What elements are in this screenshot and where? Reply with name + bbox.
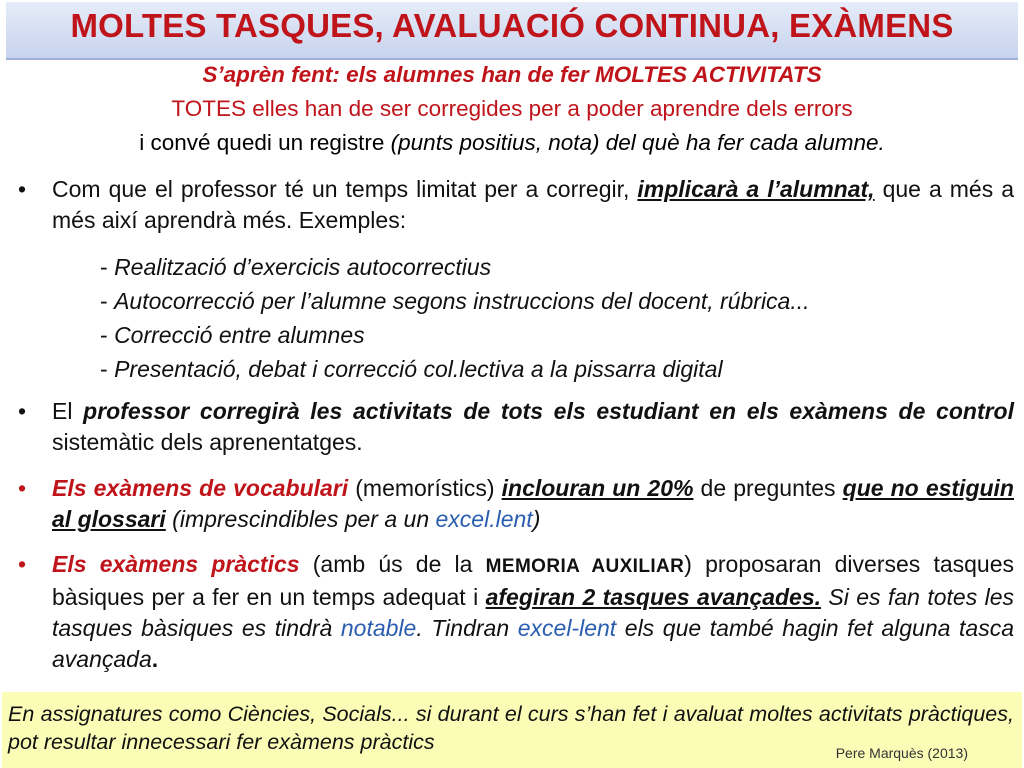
bullet-3-c: inclouran un 20% — [501, 475, 694, 501]
bullet-4-c: MEMORIA AUXILIAR — [485, 556, 685, 577]
example-item — [100, 250, 491, 284]
title-bar — [6, 2, 1018, 60]
bullet-3-b: (memorístics) — [348, 475, 502, 501]
bullet-3-g: excel.lent — [435, 506, 533, 532]
example-text: Autocorrecció per l’alumne segons instruccions del docent, rúbrica... — [114, 288, 810, 314]
bullet-3-e: que no estiguin al glossari — [52, 475, 1014, 532]
example-dash: - — [100, 254, 115, 280]
example-dash: - — [100, 322, 115, 348]
bullet-1-a: Com que el professor té un temps limitat per a corregir, — [52, 176, 638, 202]
intro-line-3 — [0, 130, 1024, 156]
example-text: Realització d’exercicis autocorrectius — [114, 254, 492, 280]
example-dash: - — [100, 356, 115, 382]
bullet-marker: • — [18, 551, 27, 577]
bullet-2-b: professor corregirà les activitats de tots els estudiant en els exàmens de control — [83, 398, 1014, 424]
bullet-4-h: . Tindran — [416, 615, 518, 641]
bullet-3-a: Els exàmens de vocabulari — [52, 475, 349, 501]
bullet-marker: • — [18, 398, 27, 424]
bullet-3-f: (imprescindibles per a un — [165, 506, 436, 532]
bullet-4-text — [52, 549, 1014, 675]
example-text: Correcció entre alumnes — [114, 322, 365, 348]
bullet-4-e: afegiran 2 tasques avançades. — [485, 584, 822, 610]
intro-line-1: S’aprèn fent: els alumnes han de fer MOLTES ACTIVITATS — [202, 62, 822, 87]
bullet-4-k: . — [151, 646, 159, 672]
bullet-1-b: implicarà a l’alumnat, — [637, 176, 875, 202]
bullet-4-i: excel-lent — [517, 615, 617, 641]
bullet-2-a: El — [52, 398, 84, 424]
bullet-4-d: ) proposaran diverses tasques bàsiques per a fer en un temps adequat i — [52, 551, 1014, 610]
bullet-2-text — [52, 396, 1014, 458]
bullet-4-b: (amb ús de la — [299, 551, 486, 577]
bullet-3-d: de preguntes — [693, 475, 843, 501]
bullet-marker: • — [18, 475, 27, 501]
bullet-4-a: Els exàmens pràctics — [52, 551, 300, 577]
bullet-marker: • — [18, 176, 27, 202]
intro-line-3-a: i convé quedi un registre — [139, 130, 391, 155]
footer-text: En assignatures como Ciències, Socials... si durant el curs s’han fet i avaluat moltes activitats pràctiques, pot resultar innecessari fer exàmens pràctics — [8, 702, 1014, 754]
bullet-3-text — [52, 473, 1014, 535]
author-credit: Pere Marquès (2013) — [835, 745, 968, 761]
intro-line-3-b: (punts positius, nota) — [390, 130, 600, 155]
example-item — [100, 352, 723, 386]
slide-title: MOLTES TASQUES, AVALUACIÓ CONTINUA, EXÀMENS — [70, 7, 954, 44]
example-item — [100, 284, 810, 318]
bullet-4-j: els que també hagin fet alguna tasca avançada — [52, 615, 1014, 672]
example-dash: - — [100, 288, 115, 314]
bullet-1-text — [52, 174, 1014, 236]
bullet-2-c: sistemàtic dels aprenentatges. — [52, 429, 363, 455]
bullet-4-g: notable — [340, 615, 417, 641]
intro-line-2: TOTES elles han de ser corregides per a poder aprendre dels errors — [171, 96, 853, 121]
intro-line-3-c: del què ha fer cada alumne. — [599, 130, 885, 155]
example-item — [100, 318, 365, 352]
bullet-1-c: que a més a més així aprendrà més. Exemples: — [52, 176, 1015, 233]
example-text: Presentació, debat i correcció col.lectiva a la pissarra digital — [114, 356, 723, 382]
bullet-4-f: Si es fan totes les tasques bàsiques es tindrà — [52, 584, 1014, 641]
bullet-3-h: ) — [532, 506, 541, 532]
